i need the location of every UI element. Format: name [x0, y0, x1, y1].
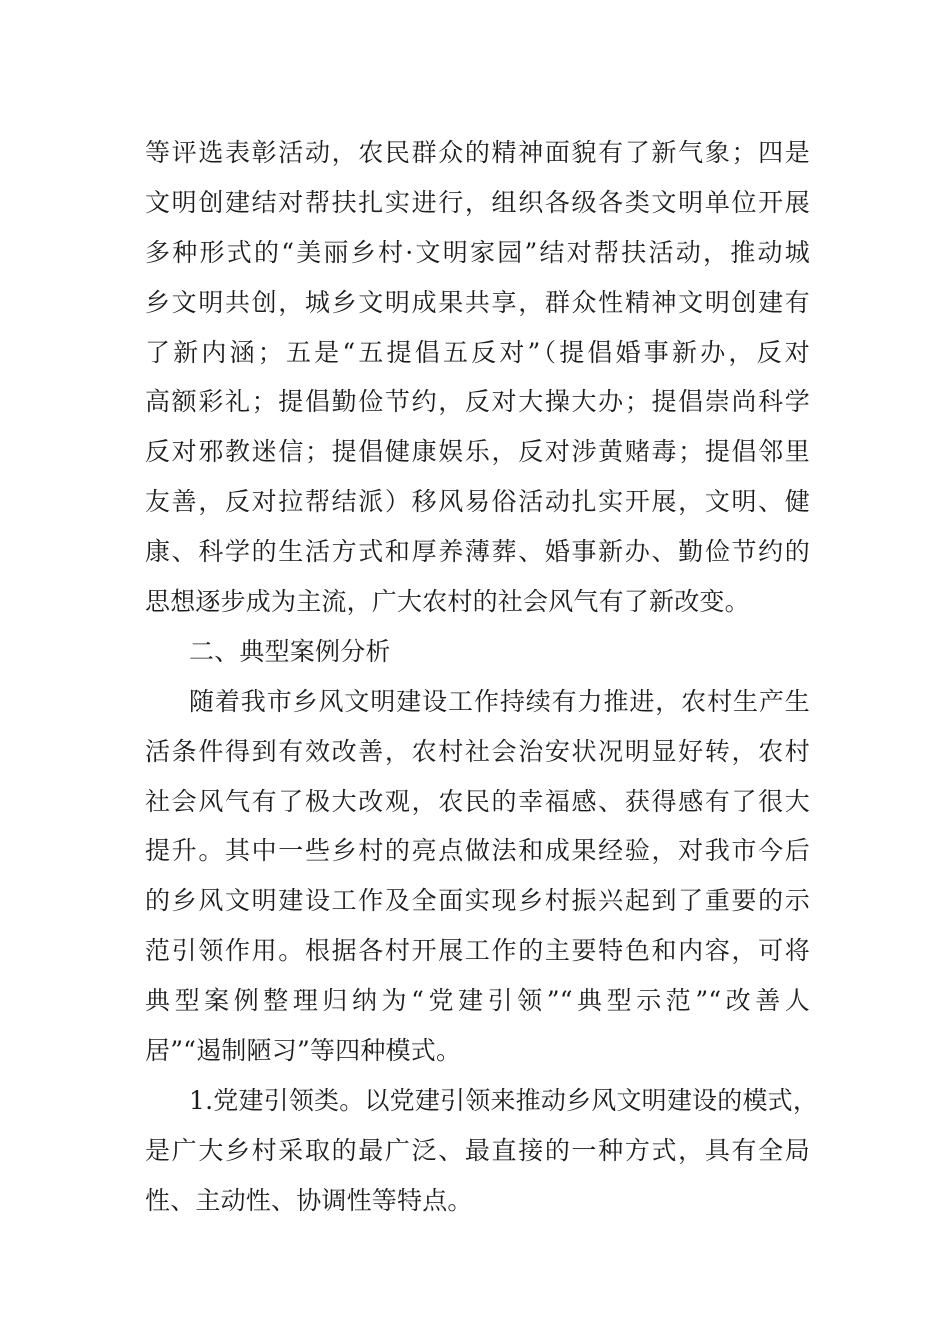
paragraph-line: 文明创建结对帮扶扎实进行，组织各级各类文明单位开展	[145, 187, 810, 217]
paragraph-line: 提升。其中一些乡村的亮点做法和成果经验，对我市今后	[145, 836, 810, 866]
paragraph-2	[145, 677, 810, 1076]
paragraph-1	[145, 128, 810, 627]
paragraph-line: 活条件得到有效改善，农村社会治安状况明显好转，农村	[145, 736, 810, 766]
paragraph-line: 居”“遏制陋习”等四种模式。	[145, 1036, 462, 1066]
paragraph-line: 多种形式的“美丽乡村·文明家园”结对帮扶活动，推动城	[145, 237, 810, 267]
paragraph-line: 高额彩礼；提倡勤俭节约，反对大操大办；提倡崇尚科学	[145, 387, 810, 417]
paragraph-line: 性、主动性、协调性等特点。	[145, 1185, 473, 1215]
paragraph-line: 了新内涵；五是“五提倡五反对”（提倡婚事新办，反对	[145, 337, 810, 367]
document-body	[145, 128, 819, 1226]
paragraph-line: 随着我市乡风文明建设工作持续有力推进，农村生产生	[189, 686, 810, 716]
paragraph-line: 康、科学的生活方式和厚养薄葬、婚事新办、勤俭节约的	[145, 537, 810, 567]
paragraph-line: 思想逐步成为主流，广大农村的社会风气有了新改变。	[145, 587, 750, 617]
paragraph-line: 的乡风文明建设工作及全面实现乡村振兴起到了重要的示	[145, 886, 810, 916]
paragraph-3	[145, 1076, 819, 1226]
paragraph-line: 乡文明共创，城乡文明成果共享，群众性精神文明创建有	[145, 287, 810, 317]
paragraph-line: 反对邪教迷信；提倡健康娱乐，反对涉黄赌毒；提倡邻里	[145, 437, 810, 467]
section-heading: 二、典型案例分析	[189, 636, 391, 666]
paragraph-line: 社会风气有了极大改观，农民的幸福感、获得感有了很大	[145, 786, 810, 816]
paragraph-line: 等评选表彰活动，农民群众的精神面貌有了新气象；四是	[145, 138, 810, 167]
paragraph-line: 范引领作用。根据各村开展工作的主要特色和内容，可将	[145, 936, 810, 966]
paragraph-line: 友善，反对拉帮结派）移风易俗活动扎实开展，文明、健	[145, 487, 810, 517]
paragraph-line: 是广大乡村采取的最广泛、最直接的一种方式，具有全局	[145, 1135, 810, 1165]
paragraph-line: 典型案例整理归纳为“党建引领”“典型示范”“改善人	[145, 986, 810, 1016]
paragraph-line: 1.党建引领类。以党建引领来推动乡风文明建设的模式，	[189, 1085, 819, 1115]
